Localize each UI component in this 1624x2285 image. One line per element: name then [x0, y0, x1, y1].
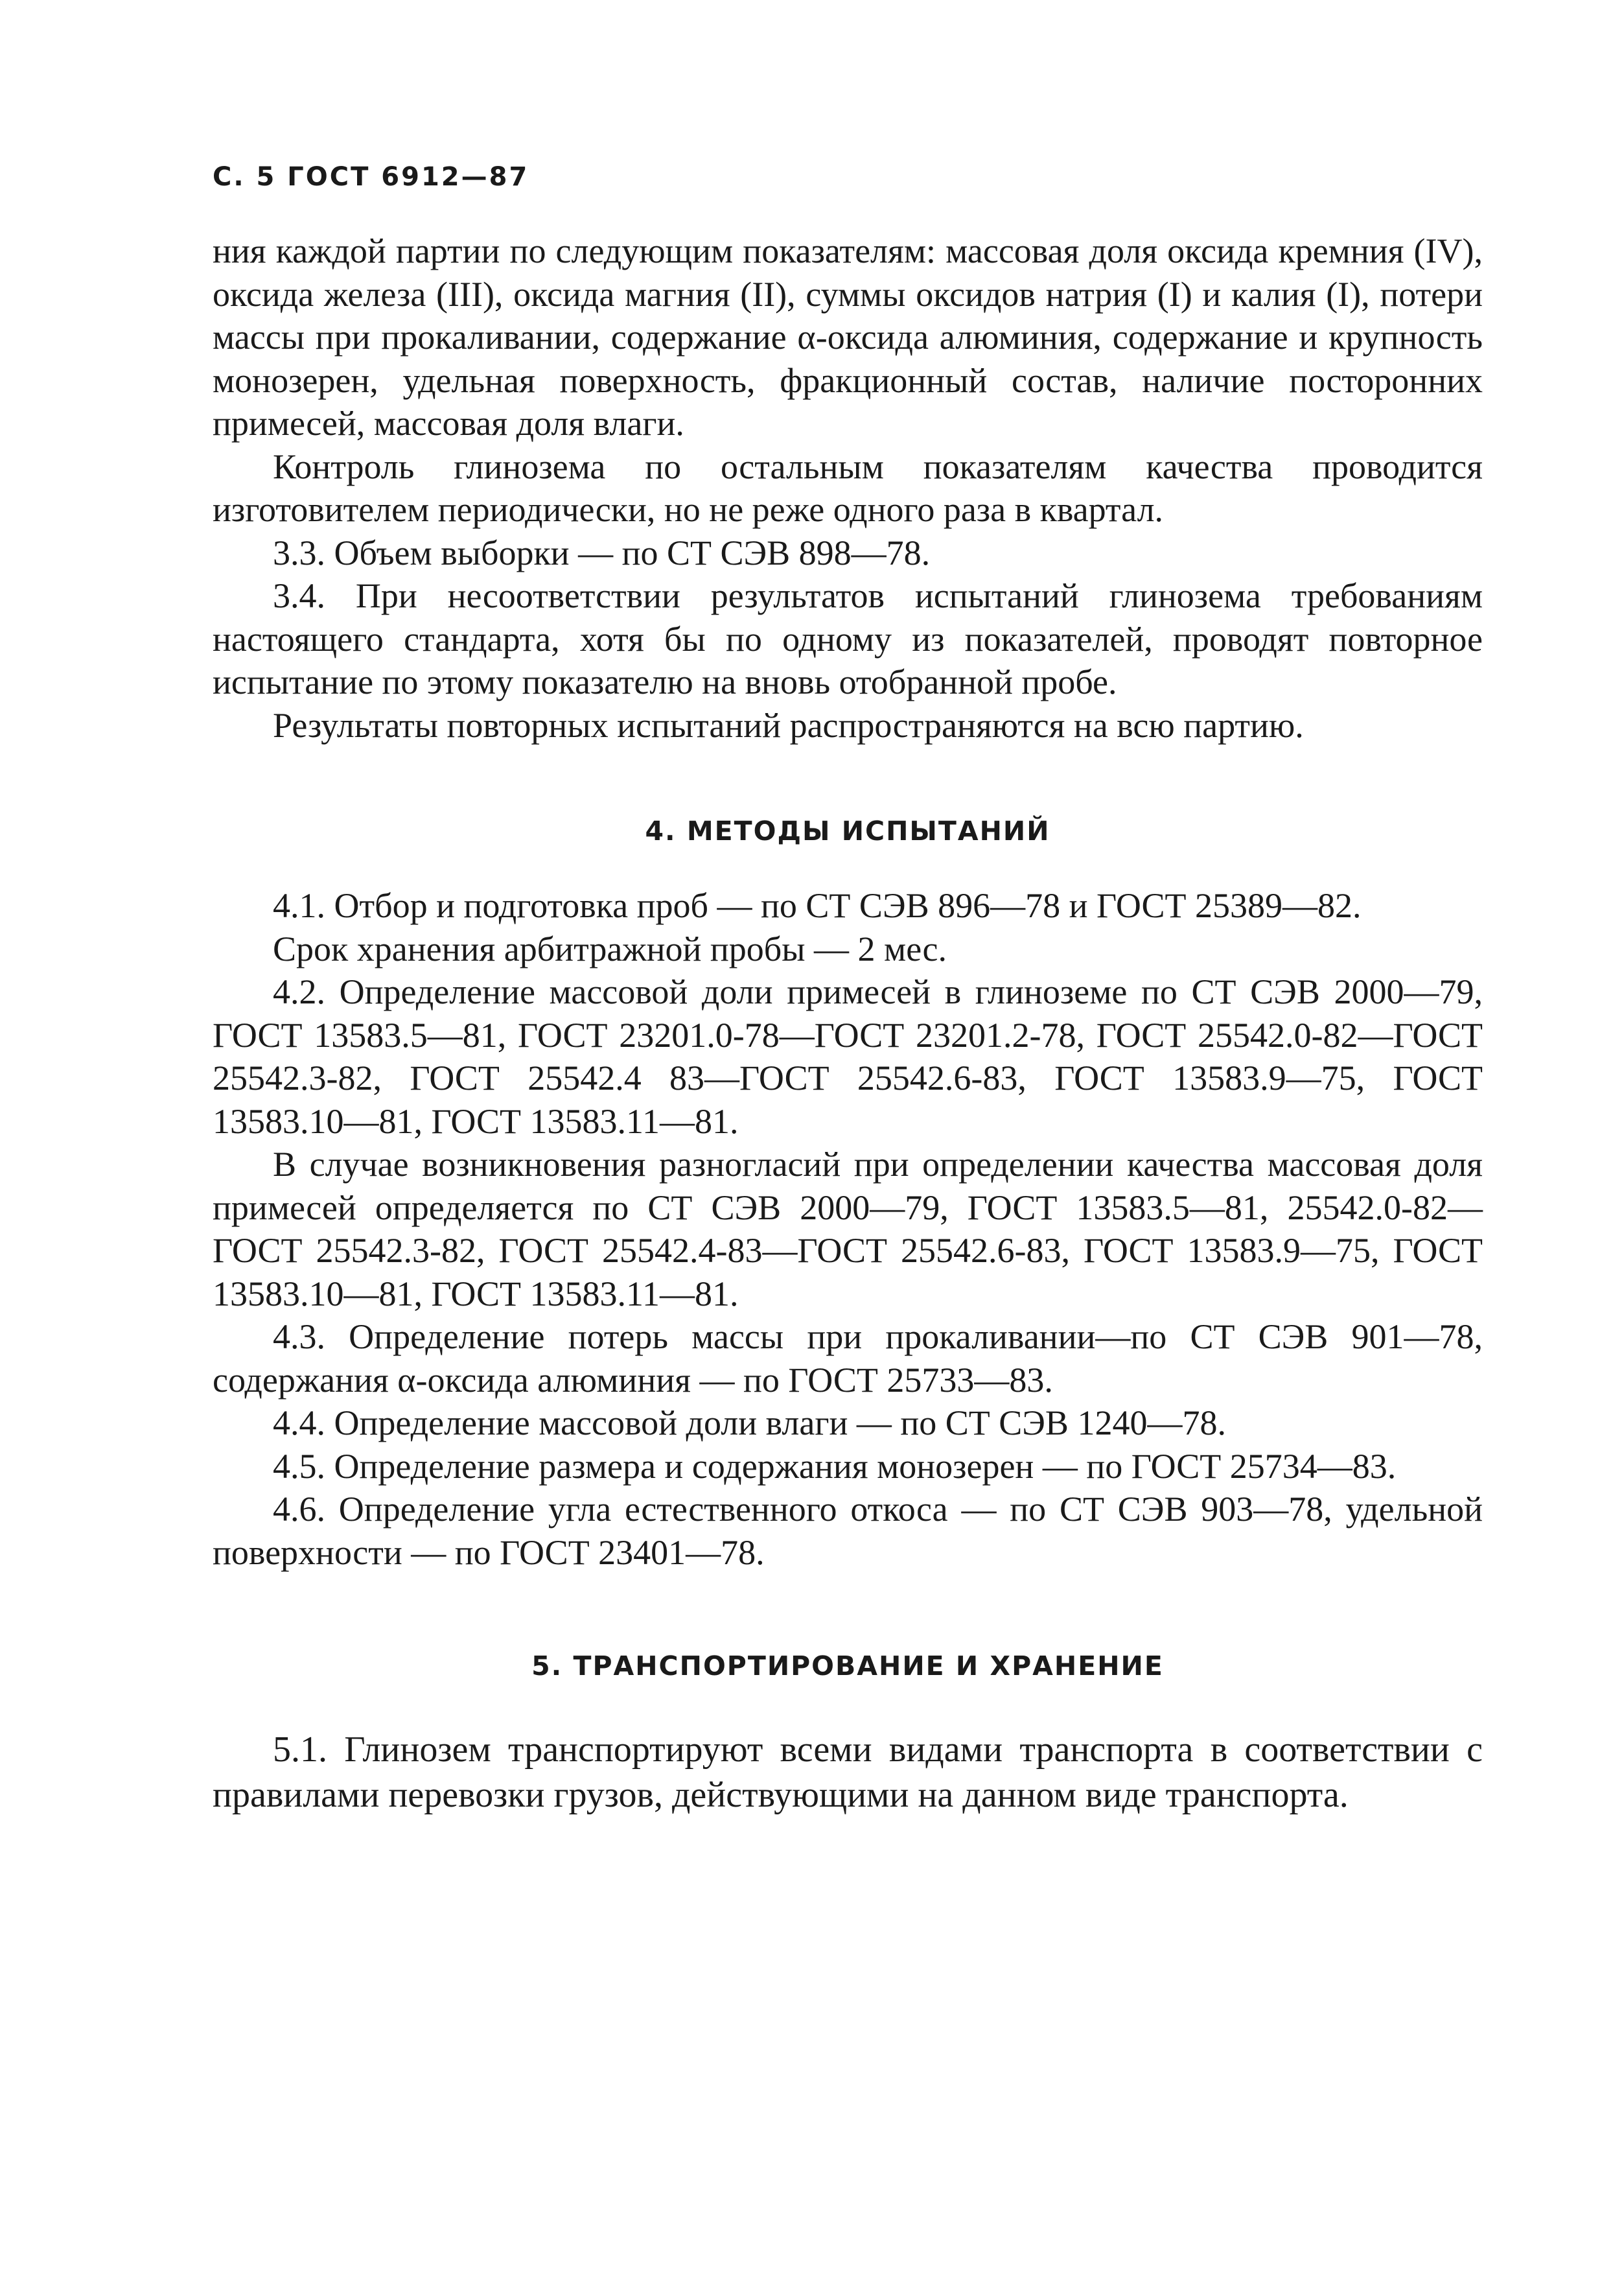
section-4-body [213, 884, 1483, 1574]
paragraph: 3.3. Объем выборки — по СТ СЭВ 898—78. [273, 533, 931, 572]
paragraph: Контроль глинозема по остальным показателям качества проводится изготовителем периодически, но не реже одного раза в квартал. [213, 447, 1483, 529]
paragraph: 4.5. Определение размера и содержания монозерен — по ГОСТ 25734—83. [273, 1446, 1397, 1486]
section-heading: 4. МЕТОДЫ ИСПЫТАНИЙ [645, 815, 1050, 847]
section-heading: 5. ТРАНСПОРТИРОВАНИЕ И ХРАНЕНИЕ [531, 1650, 1164, 1682]
paragraph: 4.6. Определение угла естественного откоса — по СТ СЭВ 903—78, удельной поверхности — по ГОСТ 23401—78. [213, 1490, 1483, 1572]
paragraph: Результаты повторных испытаний распространяются на всю партию. [273, 705, 1304, 745]
running-head: С. 5 ГОСТ 6912—87 [213, 162, 529, 192]
section-5-body [213, 1727, 1483, 1818]
paragraph: 4.2. Определение массовой доли примесей в глиноземе по СТ СЭВ 2000—79, ГОСТ 13583.5—81, ГОСТ 23201.0-78—ГОСТ 23201.2-78, ГОСТ 25542.0-82—ГОСТ 25542.3-82, ГОСТ 25542.4 83—ГОСТ 25542.6-83, ГОСТ 13583.9—75, ГОСТ 13583.10—81, ГОСТ 13583.11—81. [213, 972, 1483, 1141]
paragraph: Срок хранения арбитражной пробы — 2 мес. [273, 929, 947, 968]
paragraph: 4.4. Определение массовой доли влаги — по СТ СЭВ 1240—78. [273, 1403, 1226, 1442]
paragraph: 4.1. Отбор и подготовка проб — по СТ СЭВ 896—78 и ГОСТ 25389—82. [273, 886, 1362, 925]
paragraph: В случае возникновения разногласий при определении качества массовая доля примесей определяется по СТ СЭВ 2000—79, ГОСТ 13583.5—81, 25542.0-82—ГОСТ 25542.3-82, ГОСТ 25542.4-83—ГОСТ 25542.6-83, ГОСТ 13583.9—75, ГОСТ 13583.10—81, ГОСТ 13583.11—81. [213, 1145, 1483, 1313]
paragraph: 5.1. Глинозем транспортируют всеми видами транспорта в соответствии с правилами перевозки грузов, действующими на данном виде транспорта. [213, 1729, 1483, 1815]
paragraph: 4.3. Определение потерь массы при прокаливании—по СТ СЭВ 901—78, содержания α-оксида алюминия — по ГОСТ 25733—83. [213, 1317, 1483, 1400]
paragraph: ния каждой партии по следующим показателям: массовая доля оксида кремния (IV), оксида железа (III), оксида магния (II), суммы оксидов натрия (I) и калия (I), потери массы при прокаливании, содержание α-оксида алюминия, содержание и крупность монозерен, удельная поверхность, фракционный состав, наличие посторонних примесей, массовая доля влаги. [213, 231, 1483, 443]
paragraph: 3.4. При несоответствии результатов испытаний глинозема требованиям настоящего стандарта, хотя бы по одному из показателей, проводят повторное испытание по этому показателю на вновь отобранной пробе. [213, 576, 1483, 701]
section-3-continued [213, 229, 1483, 747]
document-page [213, 153, 1483, 1818]
